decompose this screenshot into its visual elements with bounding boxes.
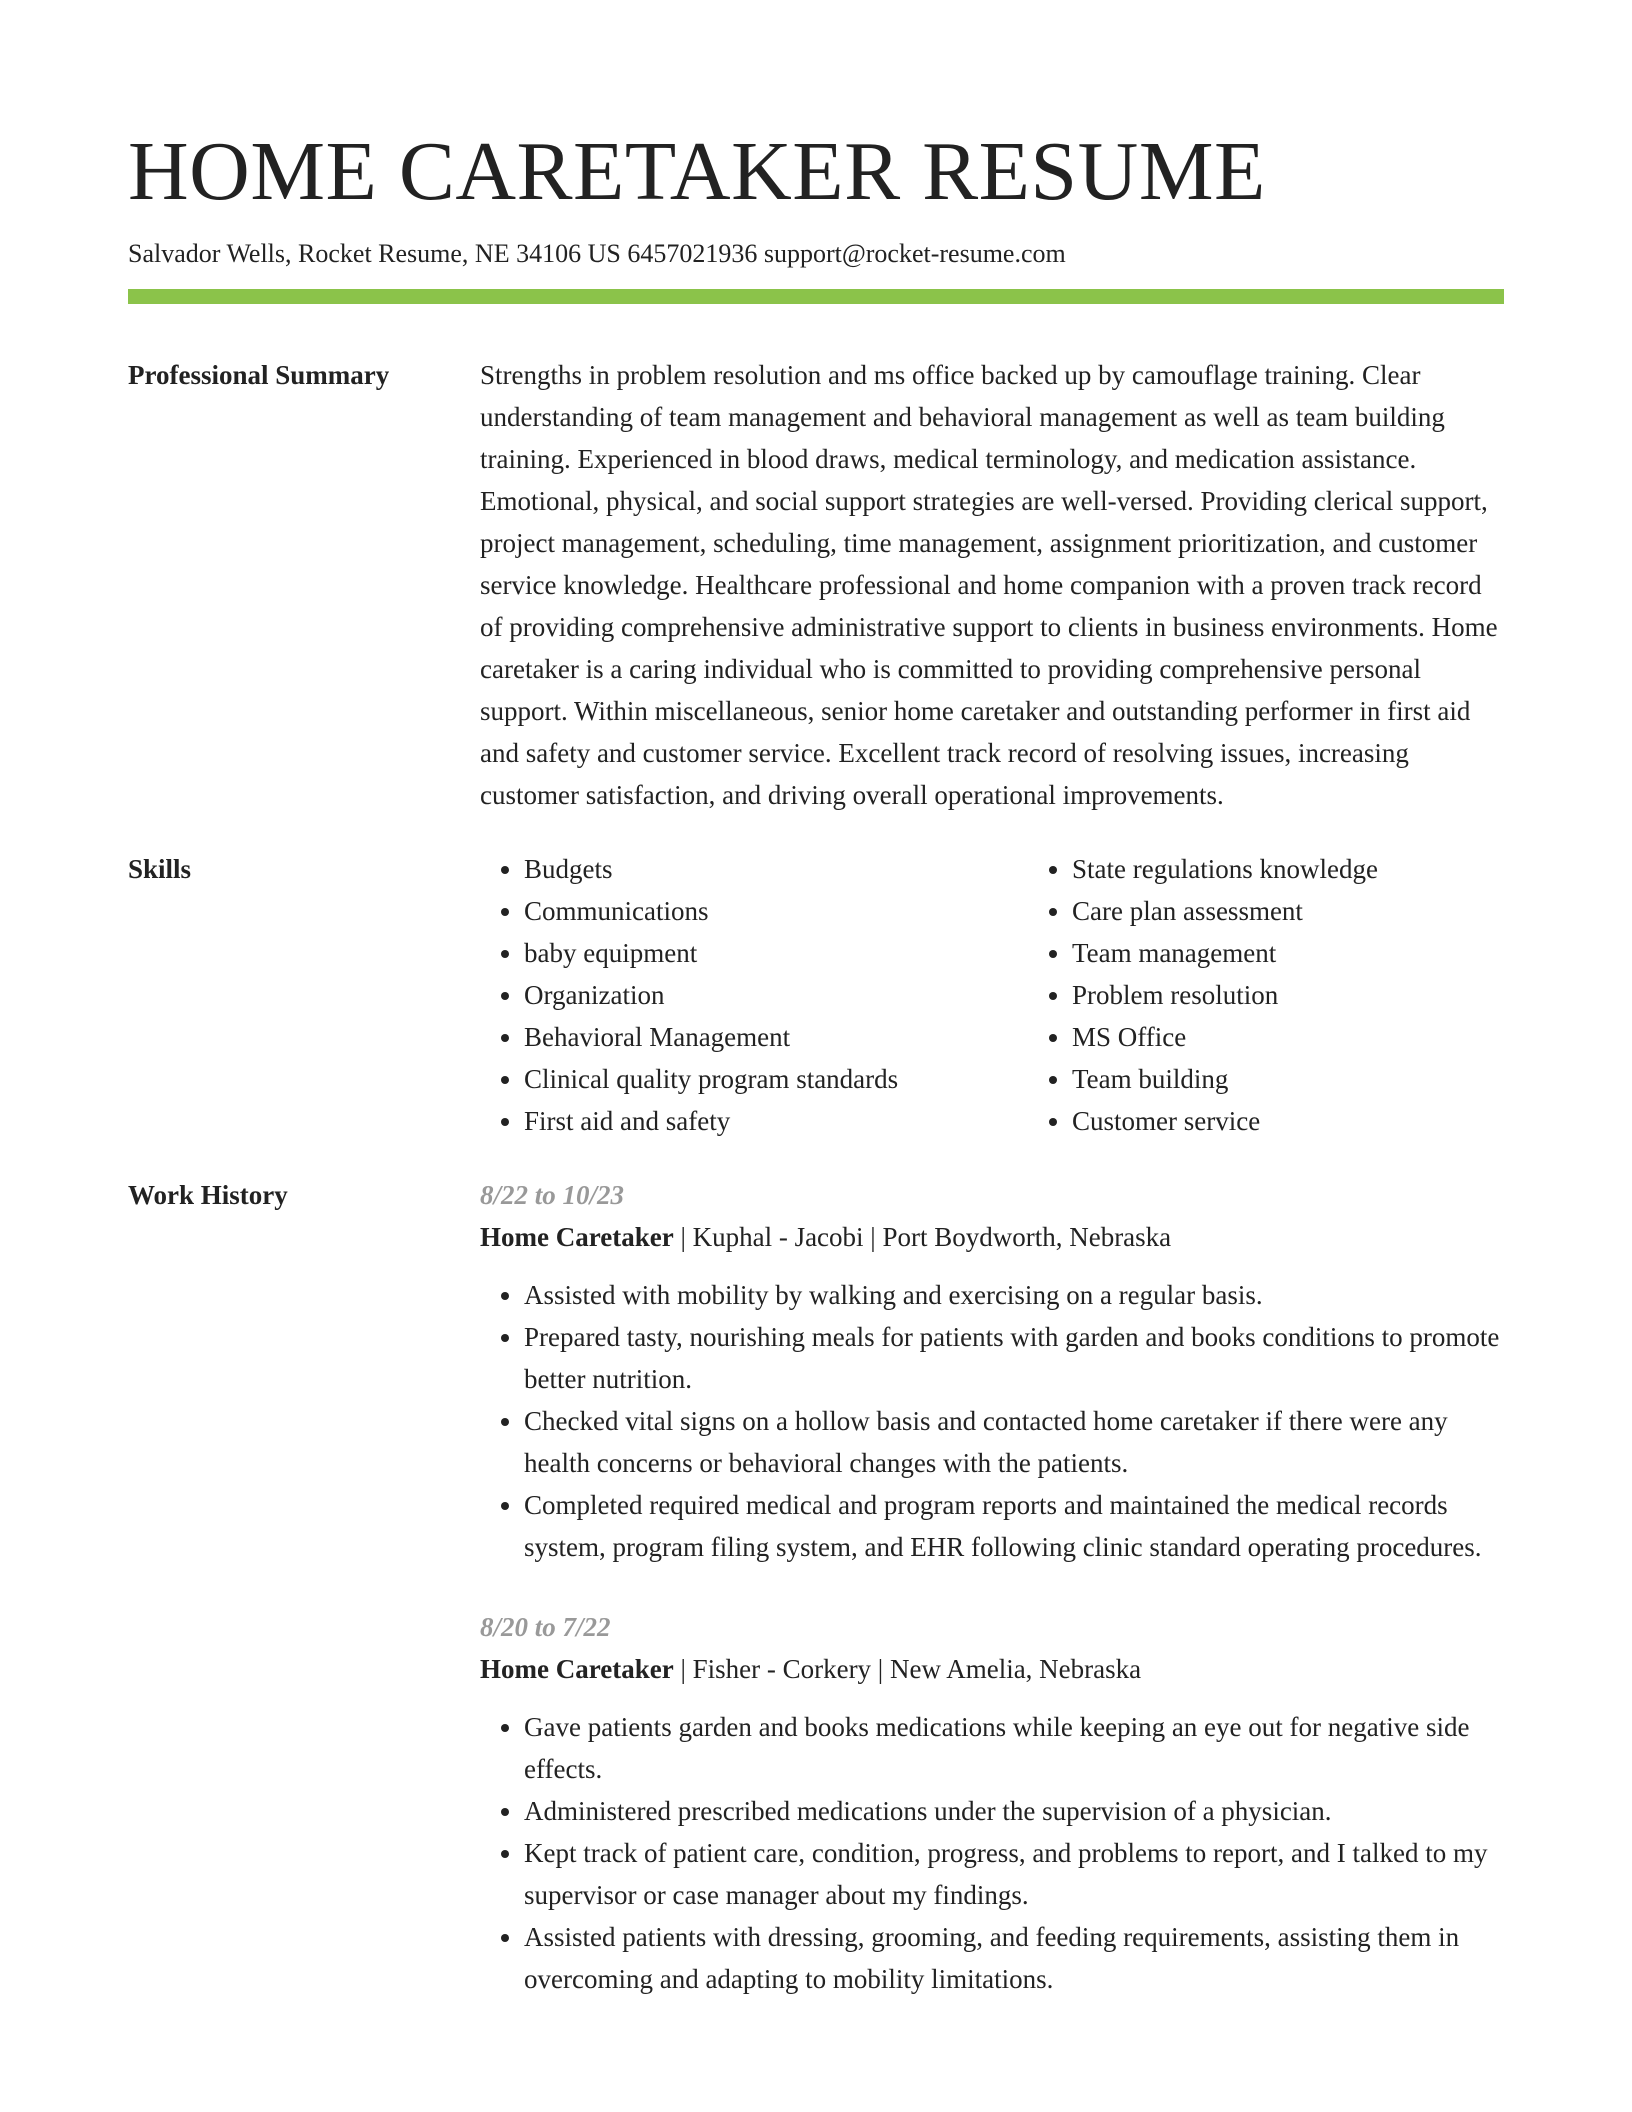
job-entry: [480, 1174, 1504, 1568]
skills-list-left: [480, 848, 1028, 1142]
skill-item: • Care plan assessment: [1072, 890, 1592, 932]
work-history-body: [480, 1174, 1504, 2038]
header-divider: [128, 289, 1504, 304]
summary-text: Strengths in problem resolution and ms office backed up by camouflage training. Clear understanding of team management and behavioral management as well as team building training. Experienced in blood draws, medical terminology, and medication assistance. Emotional, physical, and social support strategies are well-versed. Providing clerical support, project management, scheduling, time management, assignment prioritization, and customer service knowledge. Healthcare professional and home companion with a proven track record of providing comprehensive administrative support to clients in business environments. Home caretaker is a caring individual who is committed to providing comprehensive personal support. Within miscellaneous, senior home caretaker and outstanding performer in first aid and safety and customer service. Excellent track record of resolving issues, increasing customer satisfaction, and driving overall operational improvements.: [480, 360, 1498, 810]
job-dates: 8/22 to 10/23: [480, 1180, 625, 1210]
job-bullet: • Administered prescribed medications under the supervision of a physician.: [524, 1790, 1504, 1832]
summary-body: [480, 354, 1504, 816]
section-label-summary: Professional Summary: [128, 360, 390, 390]
skill-item: • Communications: [524, 890, 1028, 932]
job-entry: [480, 1606, 1504, 2000]
job-title: Home Caretaker: [480, 1222, 674, 1252]
job-bullets: [480, 1706, 1504, 2000]
job-bullet: • Kept track of patient care, condition, progress, and problems to report, and I talked to my supervisor or case manager about my findings.: [524, 1832, 1504, 1916]
skill-item: • Behavioral Management: [524, 1016, 1028, 1058]
job-bullets: [480, 1274, 1504, 1568]
job-bullet: • Assisted patients with dressing, grooming, and feeding requirements, assisting them in overcoming and adapting to mobility limitations.: [524, 1916, 1504, 2000]
job-employer-location: | Kuphal - Jacobi | Port Boydworth, Nebraska: [673, 1222, 1172, 1252]
skill-item: • Team management: [1072, 932, 1592, 974]
skill-item: • MS Office: [1072, 1016, 1592, 1058]
section-label-skills: Skills: [128, 854, 192, 884]
job-employer-location: | Fisher - Corkery | New Amelia, Nebraska: [673, 1654, 1142, 1684]
skill-item: • Budgets: [524, 848, 1028, 890]
job-title: Home Caretaker: [480, 1654, 674, 1684]
skill-item: • First aid and safety: [524, 1100, 1028, 1142]
skill-item: • baby equipment: [524, 932, 1028, 974]
job-bullet: • Gave patients garden and books medications while keeping an eye out for negative side effects.: [524, 1706, 1504, 1790]
job-bullet: • Checked vital signs on a hollow basis and contacted home caretaker if there were any health concerns or behavioral changes with the patients.: [524, 1400, 1504, 1484]
contact-line: Salvador Wells, Rocket Resume, NE 34106 US 6457021936 support@rocket-resume.com: [128, 239, 1066, 268]
section-label-work-history: Work History: [128, 1180, 288, 1210]
skill-item: • Organization: [524, 974, 1028, 1016]
professional-summary-section: [128, 354, 1504, 816]
job-bullet: • Prepared tasty, nourishing meals for patients with garden and books conditions to promote better nutrition.: [524, 1316, 1504, 1400]
skills-list-right: [1028, 848, 1592, 1142]
job-bullet: • Completed required medical and program reports and maintained the medical records system, program filing system, and EHR following clinic standard operating procedures.: [524, 1484, 1504, 1568]
skill-item: • Problem resolution: [1072, 974, 1592, 1016]
skill-item: • Team building: [1072, 1058, 1592, 1100]
work-history-section: [128, 1174, 1504, 2038]
job-heading: [480, 1216, 1504, 1258]
skills-body: [480, 848, 1592, 1142]
job-dates: 8/20 to 7/22: [480, 1612, 611, 1642]
skill-item: • Customer service: [1072, 1100, 1592, 1142]
skill-item: • Clinical quality program standards: [524, 1058, 1028, 1100]
resume-title: HOME CARETAKER RESUME: [128, 125, 1266, 218]
job-heading: [480, 1648, 1504, 1690]
skill-item: • State regulations knowledge: [1072, 848, 1592, 890]
job-bullet: • Assisted with mobility by walking and exercising on a regular basis.: [524, 1274, 1504, 1316]
skills-section: [128, 848, 1504, 1142]
resume-page: [128, 120, 1504, 2038]
